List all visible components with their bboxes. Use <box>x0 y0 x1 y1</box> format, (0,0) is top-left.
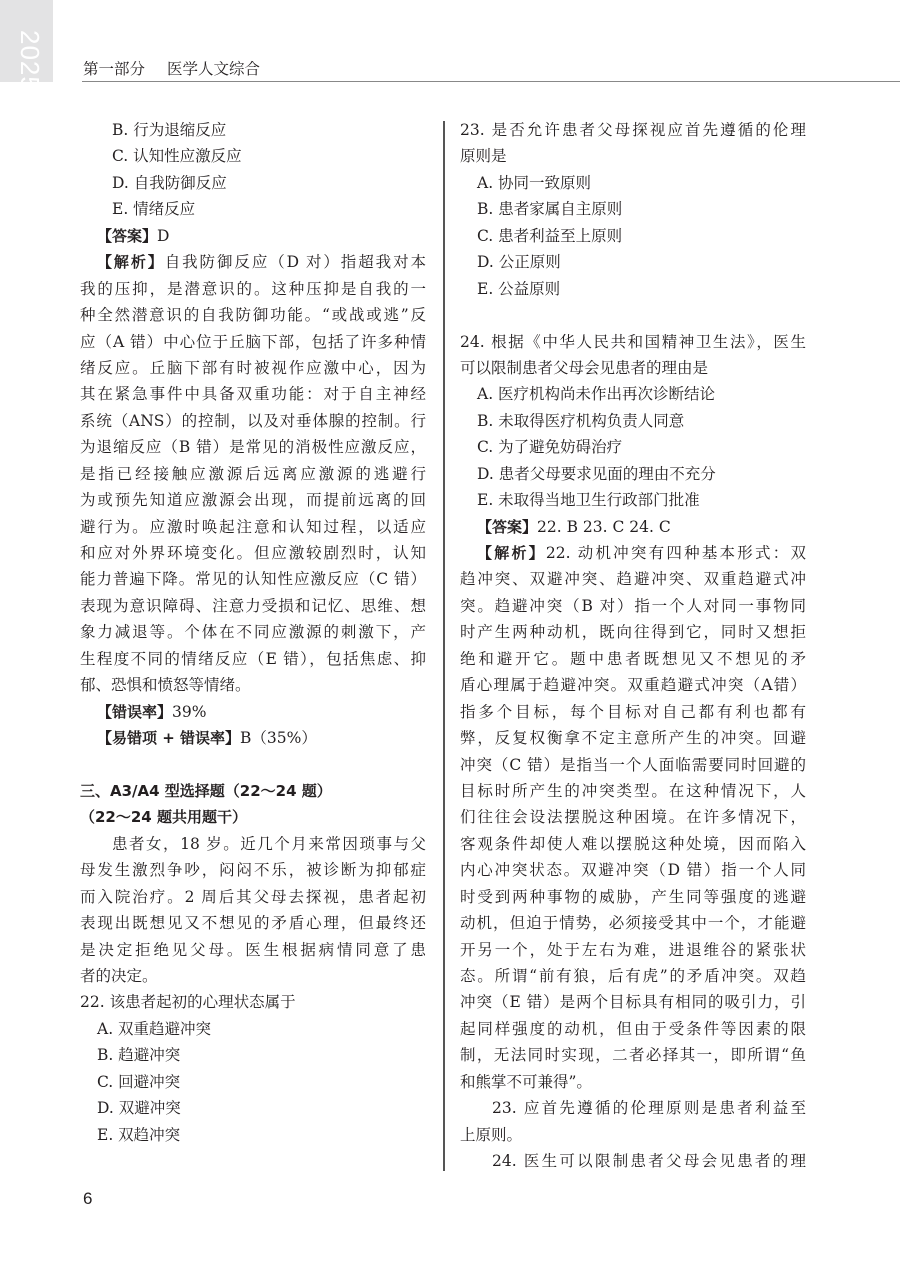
shared-stem-label-text: （22～24 题共用题干） <box>80 808 247 827</box>
analysis-line-text: 冲突（E 错）是两个目标具有相同的吸引力，引 <box>460 993 806 1012</box>
option-item <box>460 487 806 513</box>
analysis-line-text: 目标时所产生的冲突类型。在这种情况下，人 <box>460 781 806 800</box>
analysis-line-text: 种全然潜意识的自我防御功能。“或战或逃”反 <box>80 306 426 325</box>
analysis-line <box>460 752 806 778</box>
error-rate-text: 39% <box>172 702 207 721</box>
section-heading-text: 三、A3/A4 型选择题（22～24 题） <box>80 781 332 800</box>
option-item-text: C. 认知性应激反应 <box>112 147 242 166</box>
analysis-line-text: 们往往会设法摆脱这种困境。在许多情况下， <box>460 808 806 827</box>
analysis-line <box>460 699 806 725</box>
analysis-line-text: 自我防御反应（D 对）指超我对本 <box>164 253 426 272</box>
section-title: 医学人文综合 <box>167 60 261 78</box>
question-24-text: 可以限制患者父母会见患者的理由是 <box>460 358 709 377</box>
analysis-line-text: 能力普遍下降。常见的认知性应激反应（C 错） <box>80 570 426 589</box>
stem-line-text: 者的决定。 <box>80 967 158 985</box>
running-header <box>83 57 282 79</box>
analysis-line <box>80 249 426 275</box>
year-label: 2025 <box>15 30 45 92</box>
analysis-line-text: 22. 动机冲突有四种基本形式：双 <box>545 544 806 562</box>
error-rate <box>80 699 426 725</box>
analysis-line <box>460 725 806 751</box>
option-item <box>80 1095 426 1121</box>
analysis-line-text: 起同样强度的动机，但由于受条件等因素的限 <box>460 1019 806 1038</box>
analysis-line <box>460 989 806 1015</box>
analysis-line <box>460 804 806 830</box>
analysis-line-text: 应（A 错）中心位于丘脑下部，包括了许多种情 <box>80 332 426 351</box>
analysis-line <box>80 434 426 460</box>
analysis-line-text: 时产生两种动机，既向往得到它，同时又想拒 <box>460 623 806 642</box>
analysis-24-text: 24. 医生可以限制患者父母会见患者的理 <box>492 1152 806 1171</box>
option-item-text: E. 双趋冲突 <box>97 1125 181 1144</box>
analysis-line-text: 突。趋避冲突（B 对）指一个人对同一事物同 <box>460 596 806 615</box>
analysis-line <box>80 514 426 540</box>
analysis-line <box>460 884 806 910</box>
analysis-line <box>460 619 806 645</box>
question-23 <box>460 117 806 143</box>
question-24 <box>460 329 806 355</box>
option-item <box>80 1122 426 1148</box>
analysis-line-text: 【解析】 <box>97 253 165 272</box>
analysis-line <box>460 910 806 936</box>
option-item-text: B. 患者家属自主原则 <box>477 200 623 219</box>
option-item <box>460 276 806 302</box>
spacer <box>460 302 806 328</box>
question-23-text: 原则是 <box>460 147 507 166</box>
analysis-line <box>80 672 426 698</box>
option-item-text: B. 行为退缩反应 <box>112 121 227 139</box>
analysis-line <box>80 302 426 328</box>
analysis-line-text: 生程度不同的情绪反应（E 错），包括焦虑、抑 <box>80 649 426 668</box>
analysis-line <box>80 329 426 355</box>
analysis-line <box>80 487 426 513</box>
analysis-line-text: 冲突（C 错）是指当一个人面临需要同时回避的 <box>460 755 806 774</box>
column-divider <box>443 121 445 1171</box>
option-item-text: D. 公正原则 <box>477 253 561 272</box>
analysis-24 <box>460 1148 806 1174</box>
question-22-text: 22. 该患者起初的心理状态属于 <box>80 993 296 1012</box>
option-item <box>460 170 806 196</box>
analysis-line <box>460 1069 806 1095</box>
analysis-line-text: 为或预先知道应激源会出现，而提前远离的回 <box>80 491 426 510</box>
option-item <box>80 143 426 169</box>
analysis-line-text: 郁、恐惧和愤怒等情绪。 <box>80 676 251 695</box>
analysis-23 <box>460 1095 806 1121</box>
option-item-text: B. 未取得医疗机构负责人同意 <box>477 411 685 430</box>
option-item-text: A. 医疗机构尚未作出再次诊断结论 <box>477 385 716 404</box>
analysis-line-text: 内心冲突状态。双避冲突（D 错）指一个人同 <box>460 861 806 880</box>
option-item-text: D. 双避冲突 <box>97 1099 181 1118</box>
analysis-23-text: 上原则。 <box>460 1125 523 1144</box>
stem-line <box>80 937 426 963</box>
common-wrong-option-text: 【易错项 + 错误率】 <box>97 729 241 748</box>
option-item-text: A. 双重趋避冲突 <box>97 1019 212 1038</box>
analysis-line-text: 为退缩反应（B 错）是常见的消极性应激反应， <box>80 438 426 457</box>
option-item <box>460 249 806 275</box>
common-wrong-option <box>80 725 426 751</box>
analysis-line-text: 态。所谓“前有狼，后有虎”的矛盾冲突。双趋 <box>460 967 806 985</box>
option-item <box>80 170 426 196</box>
stem-line-text: 是决定拒绝见父母。医生根据病情同意了患 <box>80 940 426 959</box>
analysis-line <box>460 1042 806 1068</box>
analysis-line <box>80 619 426 645</box>
option-item <box>80 1069 426 1095</box>
analysis-line-text: 盾心理属于趋避冲突。双重趋避式冲突（A错） <box>460 676 806 695</box>
analysis-line-text: 绪反应。丘脑下部有时被视作应激中心，因为 <box>80 358 426 377</box>
analysis-line-text: 表现为意识障碍、注意力受损和记忆、思维、想 <box>80 596 426 615</box>
section-heading <box>80 778 426 804</box>
right-column <box>460 117 806 1175</box>
answer-line-text: 22. B 23. C 24. C <box>537 517 671 536</box>
stem-line <box>80 884 426 910</box>
option-item-text: B. 趋避冲突 <box>97 1046 181 1065</box>
part-title: 第一部分 <box>83 60 146 78</box>
analysis-line <box>80 381 426 407</box>
answer-line <box>80 223 426 249</box>
question-24-text: 24. 根据《中华人民共和国精神卫生法》，医生 <box>460 332 806 351</box>
analysis-line <box>460 672 806 698</box>
option-item <box>460 461 806 487</box>
analysis-line-text: 客观条件却使人难以摆脱这种处境，因而陷入 <box>460 834 806 853</box>
analysis-line <box>460 593 806 619</box>
analysis-line <box>80 408 426 434</box>
question-23-text: 23. 是否允许患者父母探视应首先遵循的伦理 <box>460 121 806 139</box>
answer-line <box>460 514 806 540</box>
analysis-line-text: 我的压抑，是潜意识的。这种压抑是自我的一 <box>80 279 426 298</box>
stem-line-text: 而入院治疗。2 周后其父母去探视，患者起初 <box>80 887 426 906</box>
option-item <box>460 196 806 222</box>
option-item <box>460 434 806 460</box>
analysis-line <box>80 355 426 381</box>
analysis-line-text: 开另一个，处于左右为难，进退维谷的紧张状 <box>460 940 806 959</box>
option-item-text: C. 回避冲突 <box>97 1072 181 1091</box>
analysis-line <box>460 831 806 857</box>
option-item-text: A. 协同一致原则 <box>477 173 592 192</box>
analysis-line <box>80 540 426 566</box>
option-item-text: C. 患者利益至上原则 <box>477 226 623 245</box>
analysis-line-text: 指多个目标，每个目标对自己都有利也都有 <box>460 702 806 721</box>
year-tab <box>0 0 53 92</box>
analysis-line-text: 绝和避开它。题中患者既想见又不想见的矛 <box>460 649 806 668</box>
question-23 <box>460 143 806 169</box>
analysis-line-text: 动机，但迫于情势，必须接受其中一个，才能避 <box>460 914 806 933</box>
stem-line-text: 母发生激烈争吵，闷闷不乐，被诊断为抑郁症 <box>80 861 426 880</box>
analysis-line <box>80 276 426 302</box>
analysis-line-text: 趋冲突、双避冲突、趋避冲突、双重趋避式冲 <box>460 570 806 589</box>
analysis-line <box>460 937 806 963</box>
analysis-line-text: 避行为。应激时唤起注意和认知过程，以适应 <box>80 517 426 536</box>
analysis-line <box>80 646 426 672</box>
stem-line-text: 表现出既想见又不想见的矛盾心理，但最终还 <box>80 914 426 933</box>
option-item-text: D. 自我防御反应 <box>112 173 227 192</box>
analysis-line-text: 象力减退等。个体在不同应激源的刺激下，产 <box>80 623 426 642</box>
option-item <box>460 408 806 434</box>
option-item-text: E. 公益原则 <box>477 279 561 298</box>
answer-line-text: D <box>157 226 170 245</box>
question-24 <box>460 355 806 381</box>
option-item-text: C. 为了避免妨碍治疗 <box>477 438 623 457</box>
analysis-23 <box>460 1122 806 1148</box>
analysis-line <box>80 566 426 592</box>
option-item <box>460 223 806 249</box>
analysis-line <box>460 1016 806 1042</box>
stem-line <box>80 963 426 989</box>
analysis-line-text: 和熊掌不可兼得”。 <box>460 1072 592 1091</box>
analysis-line-text: 制，无法同时实现，二者必择其一，即所谓“鱼 <box>460 1046 806 1065</box>
option-item <box>80 1042 426 1068</box>
spacer <box>80 752 426 778</box>
analysis-line <box>460 540 806 566</box>
analysis-line-text: 和应对外界环境变化。但应激较剧烈时，认知 <box>80 544 426 562</box>
stem-line <box>80 857 426 883</box>
shared-stem-label <box>80 804 426 830</box>
stem-line <box>80 910 426 936</box>
answer-line-text: 【答案】 <box>477 517 538 536</box>
analysis-line-text: 其在紧急事件中具备双重功能：对于自主神经 <box>80 385 426 404</box>
answer-line-text: 【答案】 <box>97 226 158 245</box>
option-item-text: E. 未取得当地卫生行政部门批准 <box>477 491 700 510</box>
analysis-line-text: 是指已经接触应激源后远离应激源的逃避行 <box>80 464 426 483</box>
option-item <box>80 1016 426 1042</box>
analysis-line <box>80 593 426 619</box>
stem-line-text: 患者女，18 岁。近几个月来常因琐事与父 <box>112 834 426 853</box>
analysis-line <box>460 778 806 804</box>
analysis-line-text: 系统（ANS）的控制，以及对垂体腺的控制。行 <box>80 411 426 430</box>
option-item-text: D. 患者父母要求见面的理由不充分 <box>477 464 716 483</box>
option-item <box>80 196 426 222</box>
stem-line <box>80 831 426 857</box>
analysis-line <box>80 461 426 487</box>
common-wrong-option-text: B（35%） <box>240 729 317 748</box>
page-number: 6 <box>83 1189 93 1208</box>
question-22 <box>80 989 426 1015</box>
analysis-line-text: 【解析】 <box>477 544 546 562</box>
error-rate-text: 【错误率】 <box>97 702 173 721</box>
analysis-line <box>460 963 806 989</box>
left-column <box>80 117 426 1148</box>
analysis-line-text: 时受到两种事物的威胁，产生同等强度的逃避 <box>460 887 806 906</box>
option-item-text: E. 情绪反应 <box>112 200 196 219</box>
analysis-line-text: 弊，反复权衡拿不定主意所产生的冲突。回避 <box>460 729 806 748</box>
analysis-line <box>460 857 806 883</box>
option-item <box>460 381 806 407</box>
analysis-23-text: 23. 应首先遵循的伦理原则是患者利益至 <box>492 1099 806 1118</box>
header-rule <box>82 81 900 82</box>
analysis-line <box>460 646 806 672</box>
option-item <box>80 117 426 143</box>
analysis-line <box>460 566 806 592</box>
